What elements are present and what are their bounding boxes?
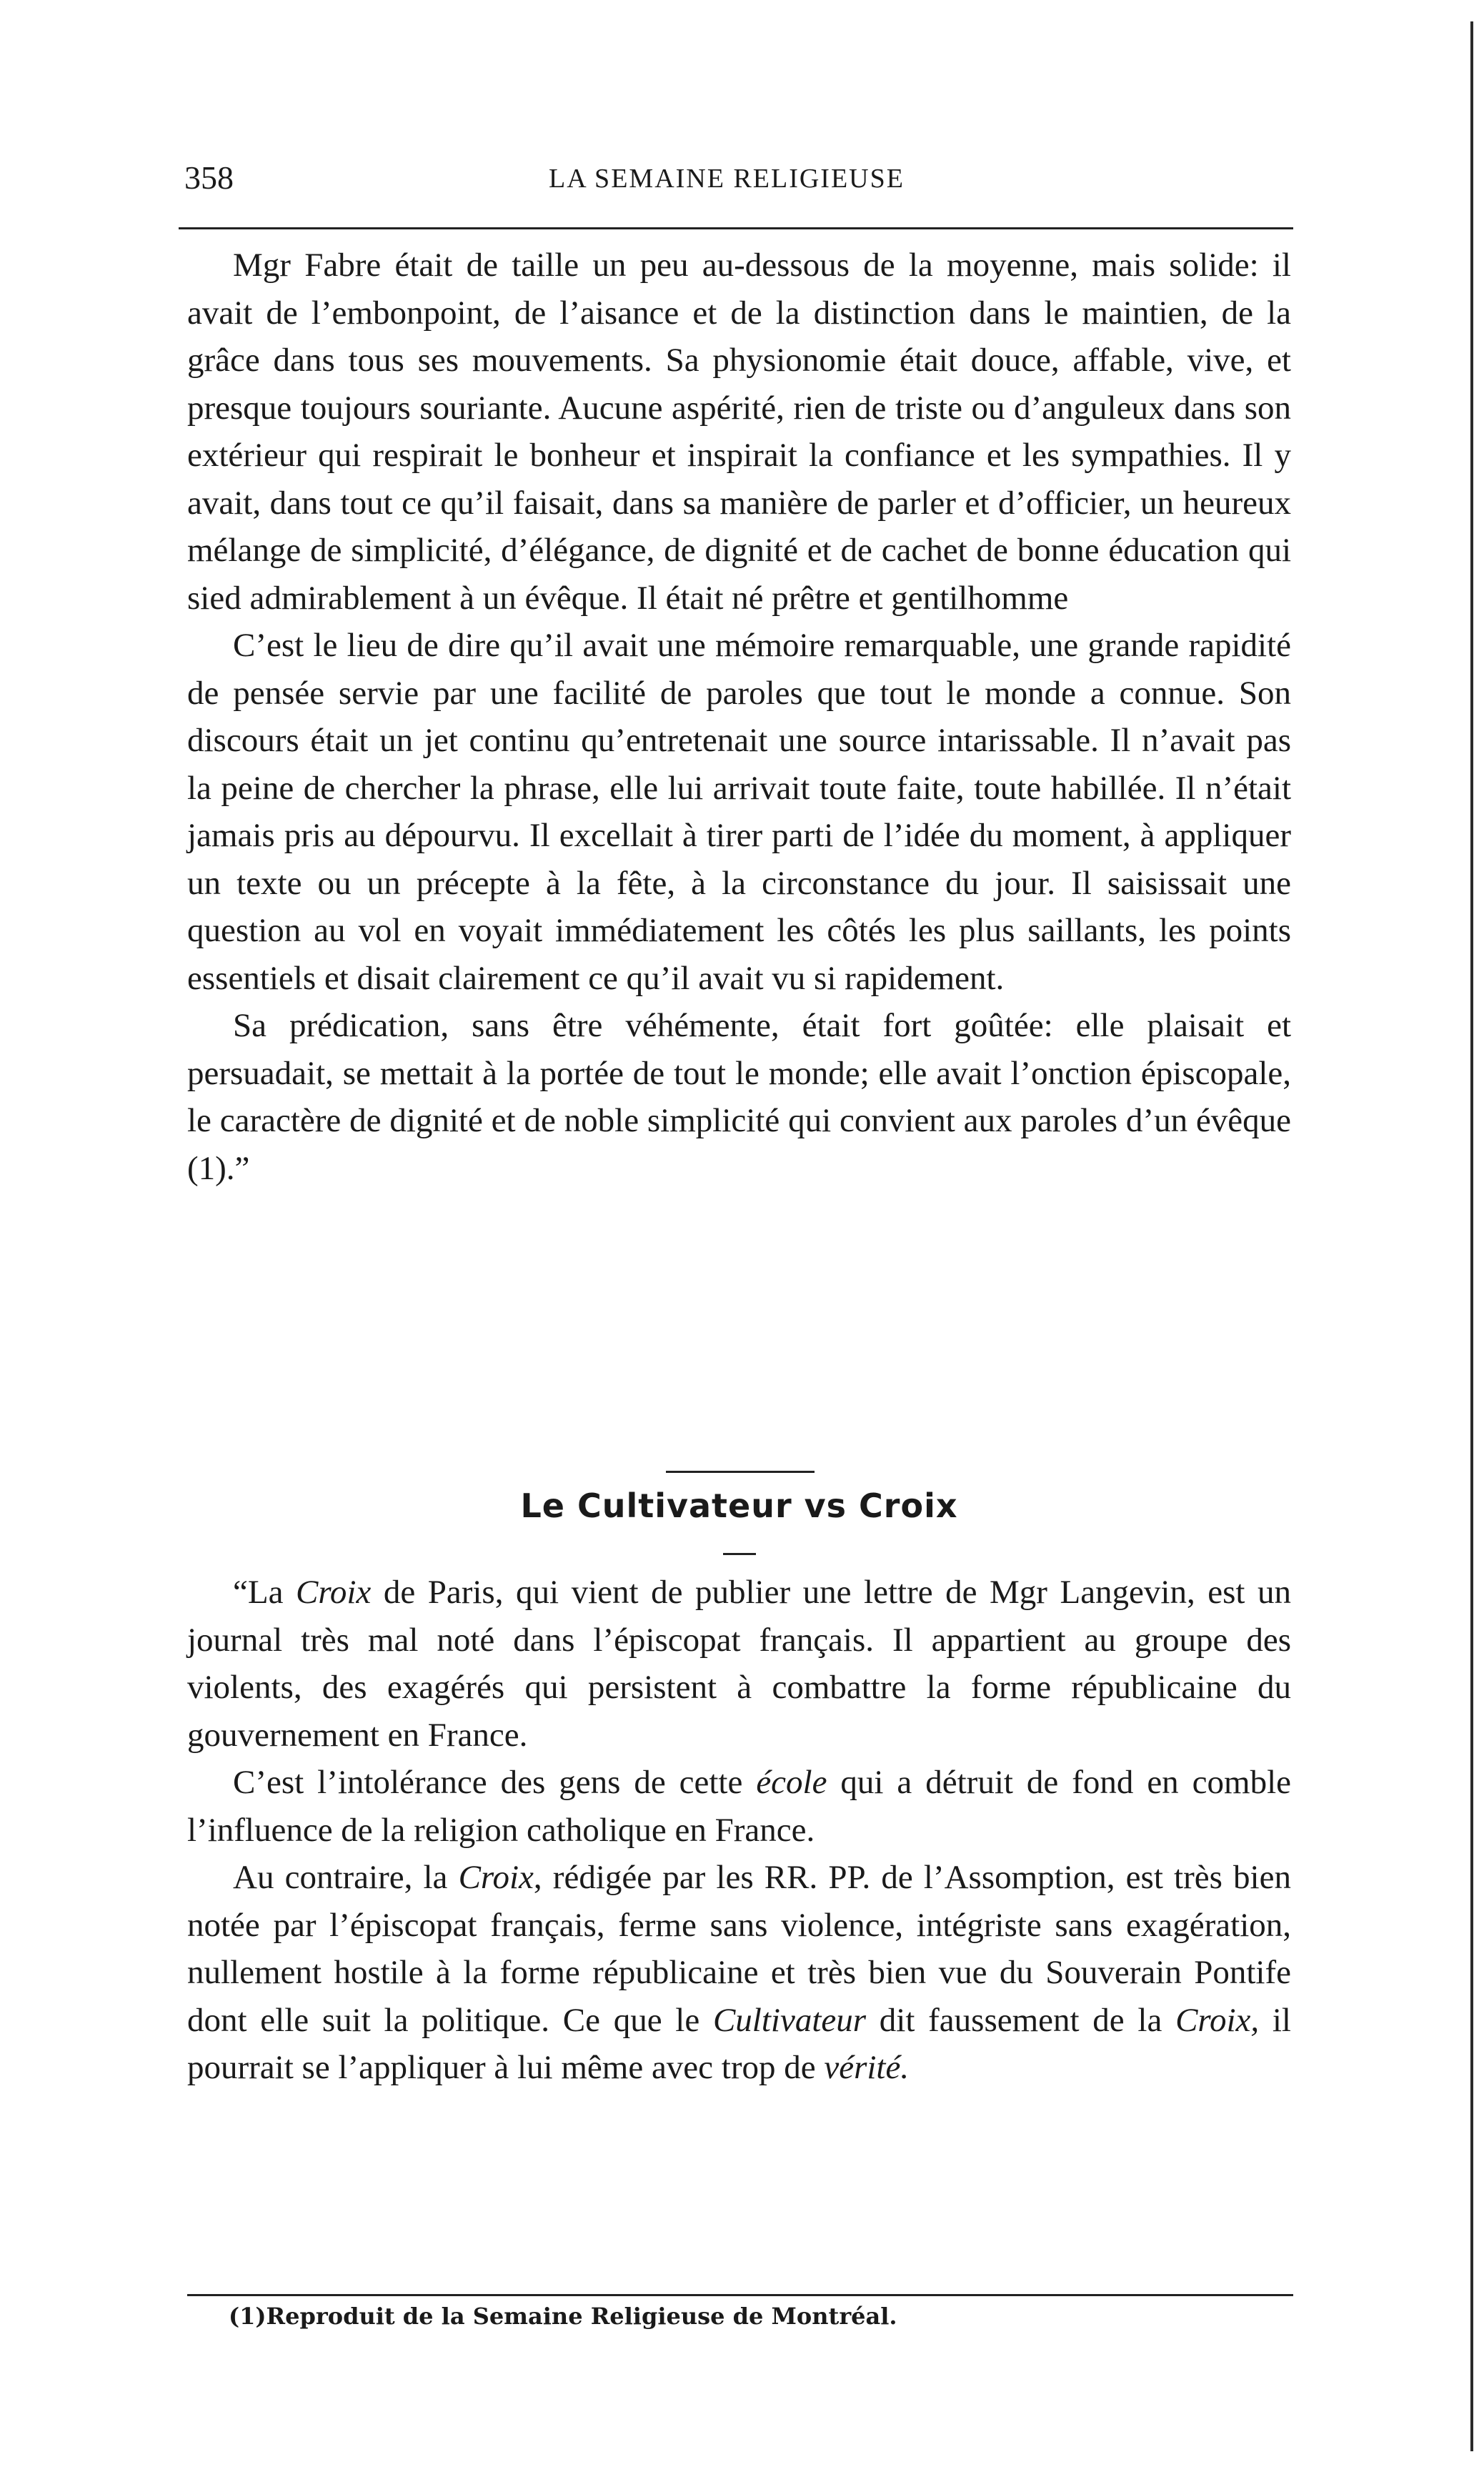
paragraph: Sa prédication, sans être véhémente, était fort goûtée: elle plaisait et persuadait, se mettait à la portée de tout le monde; elle avait l’onction épiscopale, le caractère de dignité et de noble simplicité qui convient aux paroles d’un évêque (1).” <box>187 1007 1291 1187</box>
text-run: de Paris, qui vient de publier une lettre de Mgr Langevin, est un journal très mal noté dans l’épiscopat français. Il appartient au groupe des violents, des exagérés qui persistent à combattre la forme républicaine du gouvernement en France. <box>187 1574 1291 1754</box>
footnote-rule <box>187 2294 1293 2296</box>
text-run: C’est l’intolérance des gens de cette <box>233 1764 757 1801</box>
text-run: , rédigée par les RR. PP. de l’Assomption, est très bien notée par l’épiscopat français, ferme sans violence, intégriste sans exagération, nullement hostile à la forme républicaine et très bien vue du Souverain Pontife dont elle suit la politique. Ce que le <box>187 1859 1291 2039</box>
page-number: 358 <box>184 159 234 196</box>
text-run: il pourrait se l’appliquer à lui même avec trop de <box>187 2001 1291 2086</box>
running-head: LA SEMAINE RELIGIEUSE <box>549 164 905 194</box>
paragraph <box>187 1759 1291 1854</box>
title-dash <box>723 1553 756 1555</box>
page-header <box>184 159 1285 209</box>
italic-run: vérité. <box>824 2049 910 2086</box>
paragraph <box>187 1569 1291 1759</box>
text-run: dit faussement de la <box>866 2001 1176 2039</box>
binding-edge <box>1470 21 1473 2451</box>
text-run: “La <box>233 1574 296 1611</box>
header-rule <box>179 227 1293 229</box>
text-run: Au contraire, la <box>233 1859 459 1896</box>
text-run: qui a détruit de fond en comble l’influence de la religion catholique en France. <box>187 1764 1291 1849</box>
paragraph: C’est le lieu de dire qu’il avait une mémoire remarquable, une grande rapidité de pensée servie par une facilité de paroles que tout le monde a connue. Son discours était un jet continu qu’entretenait une source intarissable. Il n’avait pas la peine de chercher la phrase, elle lui arrivait toute faite, toute habillée. Il n’était jamais pris au dépourvu. Il excellait à tirer parti de l’idée du moment, à appliquer un texte ou un précepte à la fête, à la circonstance du jour. Il saisissait une question au vol en voyait immédiatement les côtés les plus saillants, les points essentiels et disait clairement ce qu’il avait vu si rapidement. <box>187 627 1291 997</box>
italic-run: école <box>756 1764 827 1801</box>
paragraph <box>187 1854 1291 2092</box>
italic-run: Cultivateur <box>712 2001 867 2039</box>
section-title: Le Cultivateur vs Croix <box>520 1486 958 1525</box>
body-text-part2 <box>187 1569 1291 2092</box>
italic-run: Croix <box>295 1574 372 1611</box>
paragraph: Mgr Fabre était de taille un peu au-dessous de la moyenne, mais solide: il avait de l’embonpoint, de l’aisance et de la distinction dans le maintien, de la grâce dans tous ses mouvements. Sa physionomie était douce, affable, vive, et presque toujours souriante. Aucune aspérité, rien de triste ou d’anguleux dans son extérieur qui respirait le bonheur et inspirait la confiance et les sympathies. Il y avait, dans tout ce qu’il faisait, dans sa manière de parler et d’officier, un heureux mélange de simplicité, d’élégance, de dignité et de cachet de bonne éducation qui sied admirablement à un évêque. Il était né prêtre et gentilhomme <box>187 247 1291 617</box>
body-text-part1 <box>187 242 1291 1192</box>
footnote: (1)Reproduit de la Semaine Religieuse de Montréal. <box>229 2303 897 2330</box>
section-divider <box>666 1471 815 1473</box>
italic-run: Croix <box>458 1859 534 1896</box>
italic-run: Croix, <box>1175 2001 1260 2039</box>
